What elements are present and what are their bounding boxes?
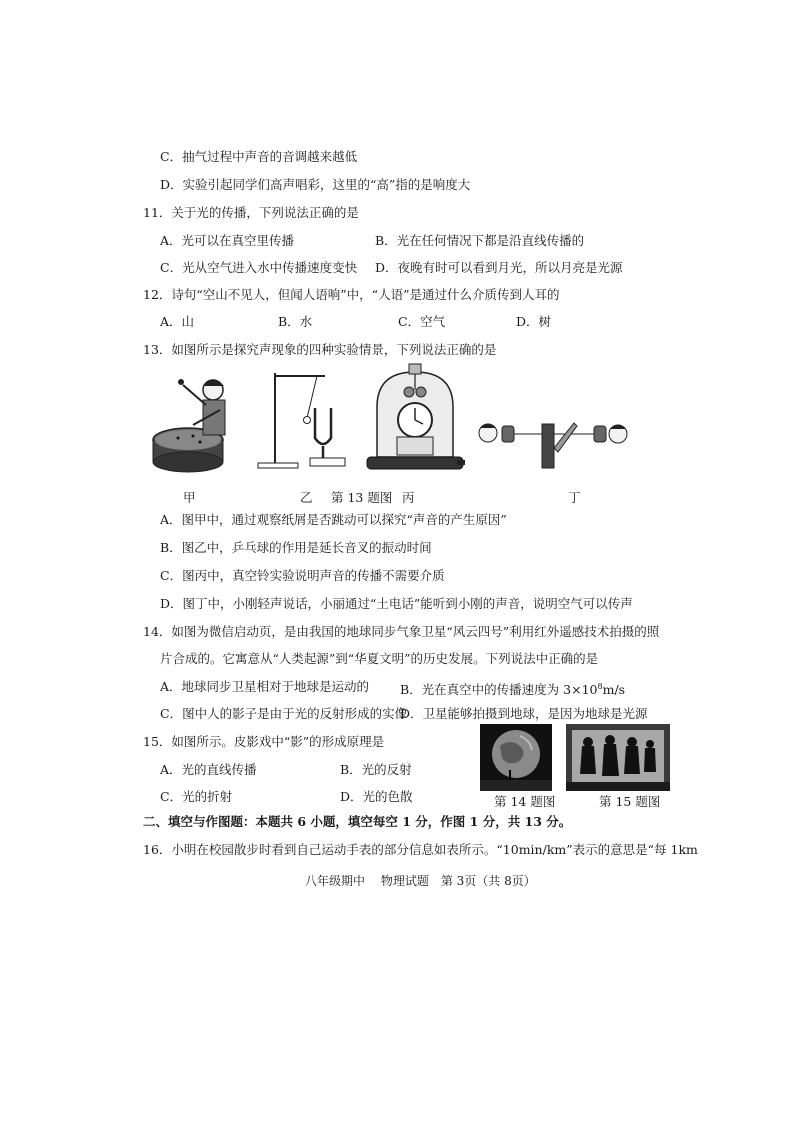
q14-option-b-text: B．光在真空中的传播速度为 3×10: [400, 682, 598, 698]
caption-fig14: 第 14 题图: [494, 794, 556, 809]
caption-ding: 丁: [568, 490, 581, 505]
q11-option-b: B．光在任何情况下都是沿直线传播的: [375, 233, 585, 248]
q14-option-b-exponent: 8: [597, 682, 603, 691]
q13-stem: 13．如图所示是探究声现象的四种实验情景，下列说法正确的是: [143, 342, 497, 357]
q14-option-b-unit: m/s: [602, 682, 626, 698]
figure-15-shadow-puppets: [566, 724, 670, 791]
caption-yi: 乙: [300, 490, 313, 505]
q10-option-d: D．实验引起同学们高声唱彩，这里的“高”指的是响度大: [160, 177, 471, 192]
q15-option-d: D．光的色散: [340, 789, 413, 804]
q11-option-c: C．光从空气进入水中传播速度变快: [160, 260, 358, 275]
q10-option-c: C．抽气过程中声音的音调越来越低: [160, 149, 358, 164]
figure-yi-tuning-fork: [255, 368, 350, 473]
q12-stem: 12．诗句“空山不见人，但闻人语响”中，“人语”是通过什么介质传到人耳的: [143, 287, 560, 302]
q11-option-d: D．夜晚有时可以看到月光，所以月亮是光源: [375, 260, 623, 275]
q15-stem: 15．如图所示。皮影戏中“影”的形成原理是: [143, 734, 385, 749]
q14-stem: 14．如图为微信启动页，是由我国的地球同步气象卫星“风云四号”利用红外遥感技术拍摄的照: [143, 624, 660, 639]
q16-stem: 16．小明在校园散步时看到自己运动手表的部分信息如表所示。“10min/km”表示的意思是“每 1km: [143, 842, 698, 857]
q14-option-c: C．图中人的影子是由于光的反射形成的实像: [160, 706, 408, 721]
q13-option-d: D．图丁中，小刚轻声说话，小丽通过“土电话”能听到小刚的声音，说明空气可以传声: [160, 596, 633, 611]
q12-option-a: A．山: [160, 314, 195, 329]
q13-option-c: C．图丙中，真空铃实验说明声音的传播不需要介质: [160, 568, 445, 583]
caption-bing: 丙: [402, 490, 415, 505]
q12-option-c: C．空气: [398, 314, 446, 329]
figure-14-earth-photo: [480, 724, 552, 791]
q14-stem-continued: 片合成的。它寓意从“人类起源”到“华夏文明”的历史发展。下列说法中正确的是: [160, 651, 599, 666]
q14-option-d: D．卫星能够拍摄到地球，是因为地球是光源: [400, 706, 648, 721]
figure-ding-string-telephone: [478, 418, 638, 473]
figure-jia-drum: [148, 370, 243, 480]
page-footer: 八年级期中 物理试题 第 3页（共 8页）: [305, 874, 536, 888]
q12-option-d: D．树: [516, 314, 552, 329]
q15-option-c: C．光的折射: [160, 789, 233, 804]
figure-bing-bell-jar: [365, 362, 465, 477]
caption-fig13: 第 13 题图: [331, 490, 393, 505]
caption-fig15: 第 15 题图: [599, 794, 661, 809]
q12-option-b: B．水: [278, 314, 313, 329]
q15-option-b: B．光的反射: [340, 762, 412, 777]
q14-option-a: A．地球同步卫星相对于地球是运动的: [160, 679, 370, 694]
q13-option-a: A．图甲中，通过观察纸屑是否跳动可以探究“声音的产生原因”: [160, 512, 507, 527]
q13-option-b: B．图乙中，乒乓球的作用是延长音叉的振动时间: [160, 540, 432, 555]
q14-option-b: [400, 679, 625, 698]
q15-option-a: A．光的直线传播: [160, 762, 257, 777]
caption-jia: 甲: [183, 490, 196, 505]
q11-option-a: A．光可以在真空里传播: [160, 233, 295, 248]
q11-stem: 11．关于光的传播，下列说法正确的是: [143, 205, 359, 220]
section-2-heading: 二、填空与作图题：本题共 6 小题，填空每空 1 分，作图 1 分，共 13 分。: [143, 814, 572, 829]
